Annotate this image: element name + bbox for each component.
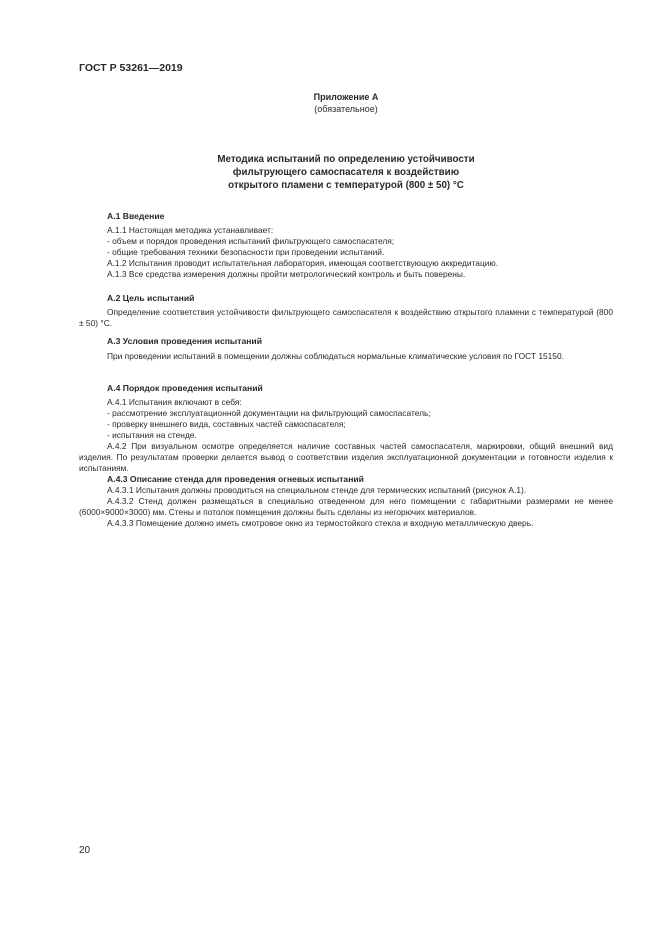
list-item: - испытания на стенде. [107,430,197,440]
section-a1 [79,211,613,280]
paragraph: А.4.3.1 Испытания должны проводиться на специальном стенде для термических испытаний (рисунок А.1). [107,485,527,495]
page-number: 20 [79,845,91,856]
section-a3 [79,336,613,362]
method-title-line: фильтрующего самоспасателя к воздействию [232,167,460,178]
section-heading: А.4 Порядок проведения испытаний [107,383,263,393]
method-title-line: открытого пламени с температурой (800 ± 50) °С [228,180,464,191]
paragraph: А.4.2 При визуальном осмотре определяется наличие составных частей самоспасателя, маркировки, общий внешний вид изделия. По результатам проверки делается вывод о соответствии изделия эксплуатационной документации и готовности изделия к испытаниям. [79,441,613,473]
section-heading: А.3 Условия проведения испытаний [107,336,262,346]
method-title [79,153,613,192]
section-a2 [79,293,613,329]
section-heading: А.2 Цель испытаний [107,293,195,303]
paragraph: А.1.3 Все средства измерения должны пройти метрологический контроль и быть поверены. [107,269,466,279]
paragraph: А.1.1 Настоящая методика устанавливает: [107,225,274,235]
paragraph: А.4.3.3 Помещение должно иметь смотровое окно из термостойкого стекла и входную металлическую дверь. [107,518,534,528]
list-item: - общие требования техники безопасности при проведении испытаний. [107,247,385,257]
document-code: ГОСТ Р 53261—2019 [79,62,183,74]
method-title-line: Методика испытаний по определению устойчивости [217,154,475,165]
paragraph: А.4.1 Испытания включают в себя: [107,397,242,407]
paragraph: Определение соответствия устойчивости фильтрующего самоспасателя к воздействию открытого пламени с температурой (800 ± 50) °С. [79,307,613,328]
annex-title: Приложение А [313,92,379,102]
paragraph: При проведении испытаний в помещении должны соблюдаться нормальные климатические условия по ГОСТ 15150. [107,351,564,361]
list-item: - рассмотрение эксплуатационной документации на фильтрующий самоспасатель; [107,408,431,418]
section-heading: А.1 Введение [107,211,165,221]
subsection-heading: А.4.3 Описание стенда для проведения огневых испытаний [107,474,364,484]
paragraph: А.1.2 Испытания проводит испытательная лаборатория, имеющая соответствующую аккредитацию. [107,258,499,268]
paragraph: А.4.3.2 Стенд должен размещаться в специально отведенном для него помещении с габаритными размерами не менее (6000×9000×3000) мм. Стены и потолок помещения должны быть сделаны из негорючих материалов. [79,496,613,517]
list-item: - объем и порядок проведения испытаний фильтрующего самоспасателя; [107,236,395,246]
annex-subtitle: (обязательное) [314,104,378,114]
section-a4 [79,383,613,529]
list-item: - проверку внешнего вида, составных частей самоспасателя; [107,419,346,429]
